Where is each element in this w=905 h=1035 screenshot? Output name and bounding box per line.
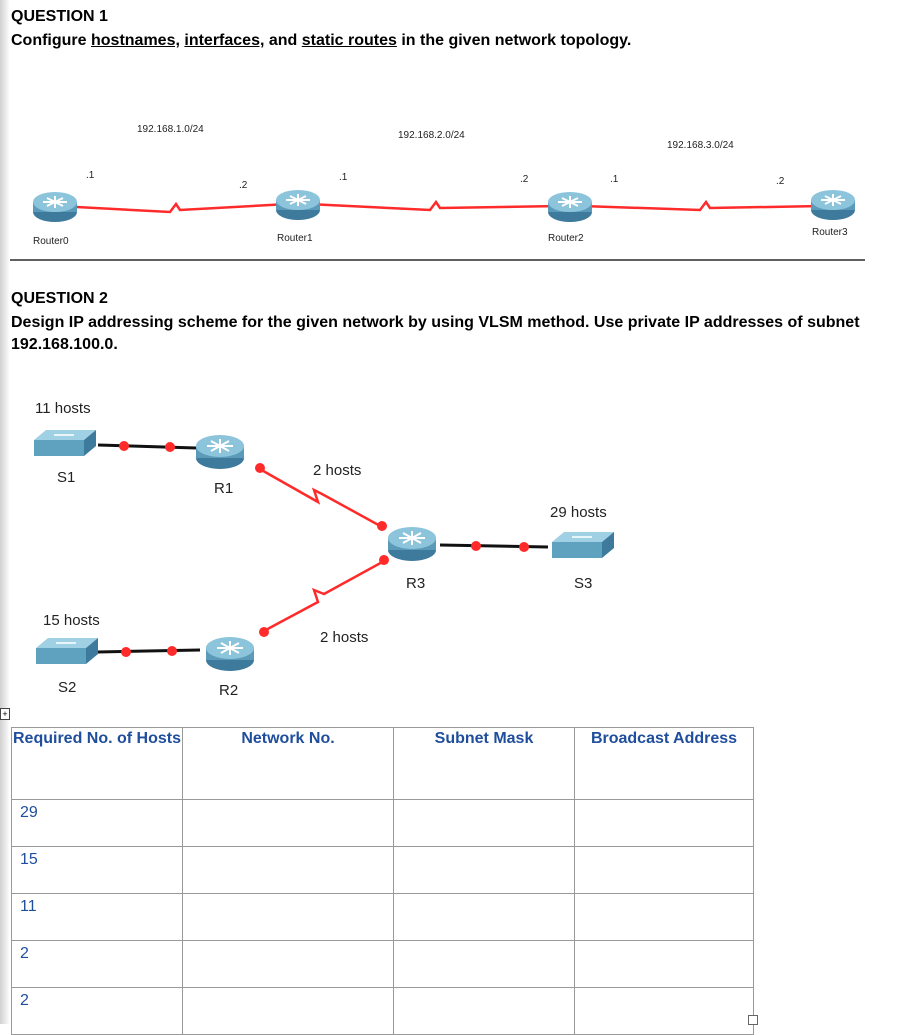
link-s2-r2-dot-b — [167, 646, 177, 656]
router3-icon — [811, 190, 855, 220]
hosts-cell: 15 — [12, 847, 183, 894]
switch-s2-icon — [36, 638, 98, 664]
r3-label: R3 — [406, 575, 426, 592]
link-r1-r3-dot-a — [255, 463, 265, 473]
subnet-mask-cell[interactable] — [394, 941, 575, 988]
s1-label: S1 — [57, 469, 76, 486]
router0-label: Router0 — [33, 236, 69, 247]
topology2-diagram — [0, 390, 905, 710]
link-r3-s3 — [440, 545, 548, 547]
table-move-handle-icon[interactable]: + — [0, 708, 10, 720]
r2-right-if-label: .1 — [610, 174, 619, 185]
r1-r3-hosts-label: 2 hosts — [313, 462, 362, 479]
topology1-diagram — [0, 110, 905, 270]
table-row — [12, 941, 754, 988]
table-row — [12, 800, 754, 847]
s1-hosts-label: 11 hosts — [35, 400, 91, 417]
subnet-mask-cell[interactable] — [394, 894, 575, 941]
s3-label: S3 — [574, 575, 593, 592]
network2-label: 192.168.2.0/24 — [398, 130, 465, 141]
broadcast-cell[interactable] — [575, 894, 754, 941]
static-routes-link: static routes — [301, 32, 397, 49]
link-r0-r1 — [58, 204, 288, 212]
network1-label: 192.168.1.0/24 — [137, 124, 204, 135]
s3-hosts-label: 29 hosts — [550, 504, 607, 521]
table-row — [12, 894, 754, 941]
header-required-hosts: Required No. of Hosts — [12, 728, 183, 800]
switch-s1-icon — [34, 430, 96, 456]
r1-left-if-label: .2 — [239, 180, 248, 191]
network3-label: 192.168.3.0/24 — [667, 140, 734, 151]
interfaces-link: interfaces, — [184, 32, 265, 49]
router1-label: Router1 — [277, 233, 313, 244]
router-r2-icon — [206, 637, 254, 671]
network-no-cell[interactable] — [183, 800, 394, 847]
network-no-cell[interactable] — [183, 941, 394, 988]
broadcast-cell[interactable] — [575, 800, 754, 847]
link-s2-r2-dot-a — [121, 647, 131, 657]
question2-line2: 192.168.100.0. — [11, 336, 118, 353]
router-r1-icon — [196, 435, 244, 469]
table-row — [12, 847, 754, 894]
link-r2-r3-dot-b — [379, 555, 389, 565]
broadcast-cell[interactable] — [575, 941, 754, 988]
link-r2-r3 — [582, 202, 822, 210]
router2-label: Router2 — [548, 233, 584, 244]
network-no-cell[interactable] — [183, 988, 394, 1035]
question1-suffix: in the given network topology. — [396, 32, 632, 49]
link-s1-r1-dot-b — [165, 442, 175, 452]
question2-heading: QUESTION 2 — [11, 290, 108, 307]
r2-label: R2 — [219, 682, 239, 699]
r2-left-if-label: .2 — [520, 174, 529, 185]
r2-r3-hosts-label: 2 hosts — [320, 629, 369, 646]
vlsm-table — [11, 727, 754, 1035]
header-broadcast-address: Broadcast Address — [575, 728, 754, 800]
r3-if-label: .2 — [776, 176, 785, 187]
subnet-mask-cell[interactable] — [394, 847, 575, 894]
link-r2-r3 — [262, 560, 386, 632]
hostnames-link: hostnames, — [91, 32, 180, 49]
subnet-mask-cell[interactable] — [394, 988, 575, 1035]
router-r3-icon — [388, 527, 436, 561]
router2-icon — [548, 192, 592, 222]
r1-right-if-label: .1 — [339, 172, 348, 183]
link-r3-s3-dot-a — [471, 541, 481, 551]
link-r2-r3-dot-a — [259, 627, 269, 637]
s2-label: S2 — [58, 679, 77, 696]
question1-prefix: Configure — [11, 32, 91, 49]
question1-and: and — [264, 32, 302, 49]
network-no-cell[interactable] — [183, 894, 394, 941]
hosts-cell: 2 — [12, 988, 183, 1035]
hosts-cell: 2 — [12, 941, 183, 988]
question2-line1: Design IP addressing scheme for the given network by using VLSM method. Use private IP addresses of subnet — [11, 314, 860, 331]
network-no-cell[interactable] — [183, 847, 394, 894]
question1-text — [11, 30, 631, 52]
r0-if-label: .1 — [86, 170, 95, 181]
hosts-cell: 29 — [12, 800, 183, 847]
broadcast-cell[interactable] — [575, 988, 754, 1035]
question1-heading: QUESTION 1 — [11, 8, 108, 25]
link-r3-s3-dot-b — [519, 542, 529, 552]
s2-hosts-label: 15 hosts — [43, 612, 100, 629]
header-subnet-mask: Subnet Mask — [394, 728, 575, 800]
router0-icon — [33, 192, 77, 222]
subnet-mask-cell[interactable] — [394, 800, 575, 847]
link-r1-r3-dot-b — [377, 521, 387, 531]
router3-label: Router3 — [812, 227, 848, 238]
link-r1-r2 — [308, 202, 560, 210]
broadcast-cell[interactable] — [575, 847, 754, 894]
header-network-no: Network No. — [183, 728, 394, 800]
link-s2-r2 — [98, 650, 200, 652]
router1-icon — [276, 190, 320, 220]
table-header-row — [12, 728, 754, 800]
r1-label: R1 — [214, 480, 234, 497]
switch-s3-icon — [552, 532, 614, 558]
link-s1-r1-dot-a — [119, 441, 129, 451]
table-row — [12, 988, 754, 1035]
hosts-cell: 11 — [12, 894, 183, 941]
link-s1-r1 — [98, 445, 196, 448]
